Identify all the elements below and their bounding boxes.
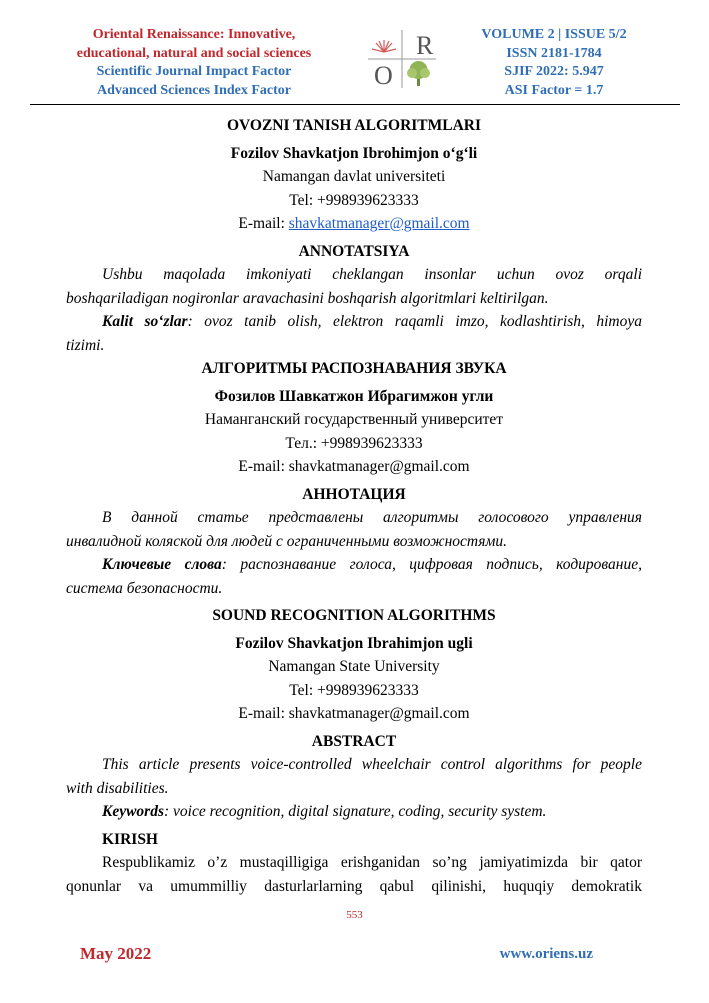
ru-keywords-line-2: система безопасности. [66, 579, 223, 597]
en-keywords-text: : voice recognition, digital signature, coding, security system. [164, 803, 547, 820]
ru-author: Фозилов Шавкатжон Ибрагимжон угли [214, 387, 494, 405]
intro-heading: KIRISH [102, 830, 158, 848]
page-number: 553 [346, 909, 363, 921]
ru-title: АЛГОРИТМЫ РАСПОЗНАВАНИЯ ЗВУКА [201, 360, 507, 377]
impact-factor-label: Scientific Journal Impact Factor [96, 64, 292, 79]
ru-email: E-mail: shavkatmanager@gmail.com [238, 458, 470, 475]
ru-annotation-line-1: В данной статье представлены алгоритмы голосового управления [102, 509, 642, 526]
en-abstract-line-2: with disabilities. [66, 779, 169, 797]
journal-info-left [62, 26, 326, 100]
uz-keywords-text: : ovoz tanib olish, elektron raqamli imzo, kodlashtirish, himoya [187, 313, 642, 330]
journal-header [0, 0, 709, 104]
ru-affiliation: Наманганский государственный университет [204, 411, 504, 428]
ru-annotation-heading: АННОТАЦИЯ [302, 485, 406, 503]
footer-date: May 2022 [80, 944, 152, 963]
uz-author: Fozilov Shavkatjon Ibrohimjon o‘g‘li [230, 144, 478, 162]
uz-email-link[interactable]: shavkatmanager@gmail.com [288, 215, 470, 232]
en-abstract-line-1: This article presents voice-controlled wheelchair control algorithms for people [102, 756, 642, 773]
ru-keywords-text: : распознавание голоса, цифровая подпись, кодирование, [221, 556, 642, 573]
footer-website-link[interactable]: www.oriens.uz [499, 946, 593, 962]
journal-info-right [466, 26, 642, 100]
en-email: E-mail: shavkatmanager@gmail.com [238, 705, 470, 722]
logo-letter-r: R [416, 31, 434, 60]
sjif-label: SJIF 2022: 5.947 [504, 64, 604, 79]
uz-email-label: E-mail: [238, 215, 289, 232]
article-body [66, 114, 642, 898]
tree-logo-icon [366, 28, 438, 90]
en-author: Fozilov Shavkatjon Ibrahimjon ugli [235, 634, 473, 652]
asi-factor-label: ASI Factor = 1.7 [504, 82, 604, 98]
header-divider [30, 104, 680, 105]
index-factor-label: Advanced Sciences Index Factor [96, 82, 292, 98]
ru-annotation-line-2: инвалидной коляской для людей с ограниченными возможностями. [66, 532, 508, 550]
ru-keywords-label: Ключевые слова [102, 556, 222, 573]
issn-label: ISSN 2181-1784 [506, 45, 602, 61]
uz-keywords-line-1 [66, 310, 642, 334]
uz-annotation-line-1: Ushbu maqolada imkoniyati cheklangan insonlar uchun ovoz orqali [102, 266, 642, 283]
uz-phone: Tel: +998939623333 [289, 191, 419, 209]
uz-annotation-heading: ANNOTATSIYA [298, 242, 410, 260]
uz-title: OVOZNI TANISH ALGORITMLARI [226, 117, 482, 134]
en-keywords-label: Keywords [102, 803, 164, 820]
uz-annotation-line-2: boshqariladigan nogironlar aravachasini boshqarish algoritmlari keltirilgan. [66, 289, 549, 307]
ru-keywords-line-1 [66, 553, 642, 577]
en-title: SOUND RECOGNITION ALGORITHMS [212, 607, 496, 624]
uz-keywords-line-2: tizimi. [66, 336, 105, 354]
intro-line-2: qonunlar va umummilliy dasturlarlarning qabul qilinishi, huquqiy demokratik [66, 877, 642, 895]
en-affiliation: Namangan State University [268, 658, 440, 675]
journal-name-line-2: educational, natural and social sciences [76, 45, 312, 61]
uz-affiliation: Namangan davlat universiteti [262, 168, 446, 185]
uz-email-line [66, 212, 642, 236]
en-phone: Tel: +998939623333 [289, 681, 419, 699]
journal-name-line-1: Oriental Renaissance: Innovative, [92, 27, 296, 42]
logo-letter-o: O [374, 61, 393, 90]
en-keywords-line [66, 800, 642, 824]
en-abstract-heading: ABSTRACT [311, 732, 397, 750]
intro-line-1: Respublikamiz o’z mustaqilligiga erishganidan so’ng jamiyatimizda bir qator [102, 854, 642, 871]
ru-phone: Тел.: +998939623333 [285, 434, 423, 452]
uz-keywords-label: Kalit so‘zlar [102, 313, 188, 330]
volume-issue-label: VOLUME 2 | ISSUE 5/2 [481, 27, 627, 42]
